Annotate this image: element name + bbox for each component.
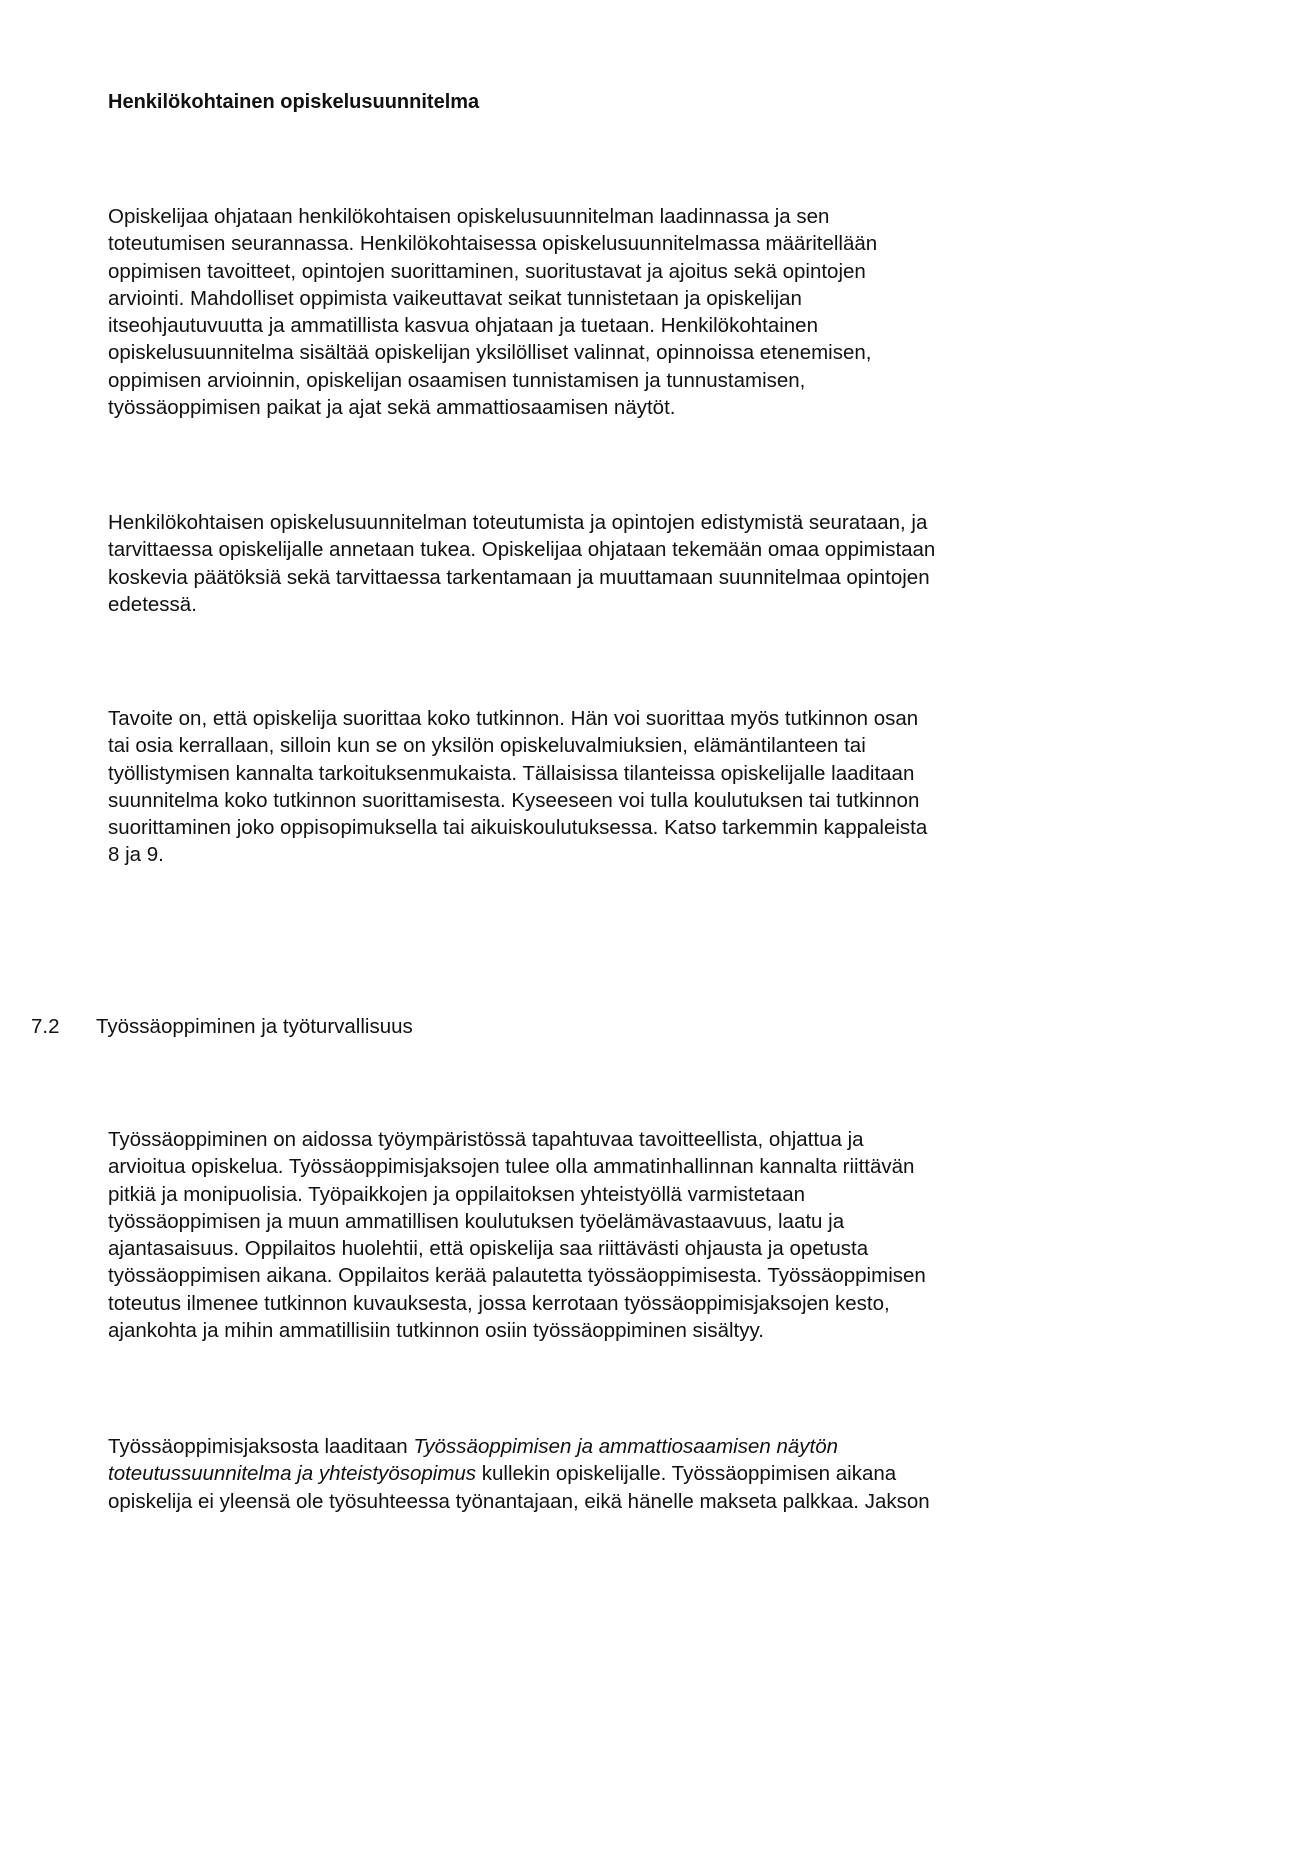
document-heading: Henkilökohtainen opiskelusuunnitelma <box>108 91 480 113</box>
agreement-italic-title-2: toteutussuunnitelma ja yhteistyösopimus <box>108 1462 477 1486</box>
agreement-italic-title-1: Työssäoppimisen ja ammattiosaamisen näytön <box>413 1435 839 1458</box>
agreement-text-before: Työssäoppimisjaksosta laaditaan <box>108 1435 414 1458</box>
agreement-text-after: kullekin opiskelijalle. Työssäoppimisen aikana <box>476 1462 897 1486</box>
paragraph-agreement <box>108 1433 1078 1515</box>
section-title: Työssäoppiminen ja työturvallisuus <box>96 1015 413 1038</box>
paragraph-degree-goal: Tavoite on, että opiskelija suorittaa koko tutkinnon. Hän voi suorittaa myös tutkinnon osan tai osia kerrallaan, silloin kun se on yksilön opiskeluvalmiuksien, elämäntilanteen tai työllistymisen kannalta tarkoituksenmukaista. Tällaisissa tilanteissa opiskelijalle laaditaan suunnitelma koko tutkinnon suorittamisesta. Kyseeseen voi tulla koulutuksen tai tutkinnon suorittaminen joko oppisopimuksella tai aikuiskoulutuksessa. Katso tarkemmin kappaleista 8 ja 9. <box>108 707 928 867</box>
paragraph-workplace-learning: Työssäoppiminen on aidossa työympäristössä tapahtuvaa tavoitteellista, ohjattua ja arvioitua opiskelua. Työssäoppimisjaksojen tulee olla ammatinhallinnan kannalta riittävän pitkiä ja monipuolisia. Työpaikkojen ja oppilaitoksen yhteistyöllä varmistetaan työssäoppimisen ja muun ammatillisen koulutuksen työelämävastaavuus, laatu ja ajantasaisuus. Oppilaitos huolehtii, että opiskelija saa riittävästi ohjausta ja opetusta työssäoppimisen aikana. Oppilaitos kerää palautetta työssäoppimisesta. Työssäoppimisen toteutus ilmenee tutkinnon kuvauksesta, jossa kerrotaan työssäoppimisjaksojen kesto, ajankohta ja mihin ammatillisiin tutkinnon osiin työssäoppiminen sisältyy. <box>108 1128 926 1343</box>
agreement-text-line3: opiskelija ei yleensä ole työsuhteessa työnantajaan, eikä hänelle makseta palkkaa. Jakson <box>108 1489 930 1513</box>
section-number: 7.2 <box>31 1015 60 1038</box>
paragraph-study-plan: Opiskelijaa ohjataan henkilökohtaisen opiskelusuunnitelman laadinnassa ja sen toteutumisen seurannassa. Henkilökohtaisessa opiskelusuunnitelmassa määritellään oppimisen tavoitteet, opintojen suorittaminen, suoritustavat ja ajoitus sekä opintojen arviointi. Mahdolliset oppimista vaikeuttavat seikat tunnistetaan ja opiskelijan itseohjautuvuutta ja ammatillista kasvua ohjataan ja tuetaan. Henkilökohtainen opiskelusuunnitelma sisältää opiskelijan yksilölliset valinnat, opinnoissa etenemisen, oppimisen arvioinnin, opiskelijan osaamisen tunnistamisen ja tunnustamisen, työssäoppimisen paikat ja ajat sekä ammattiosaamisen näytöt. <box>108 205 878 420</box>
paragraph-progress-monitoring: Henkilökohtaisen opiskelusuunnitelman toteutumista ja opintojen edistymistä seurataan, ja tarvittaessa opiskelijalle annetaan tukea. Opiskelijaa ohjataan tekemään omaa oppimistaan koskevia päätöksiä sekä tarvittaessa tarkentamaan ja muuttamaan suunnitelmaa opintojen edetessä. <box>108 511 936 616</box>
